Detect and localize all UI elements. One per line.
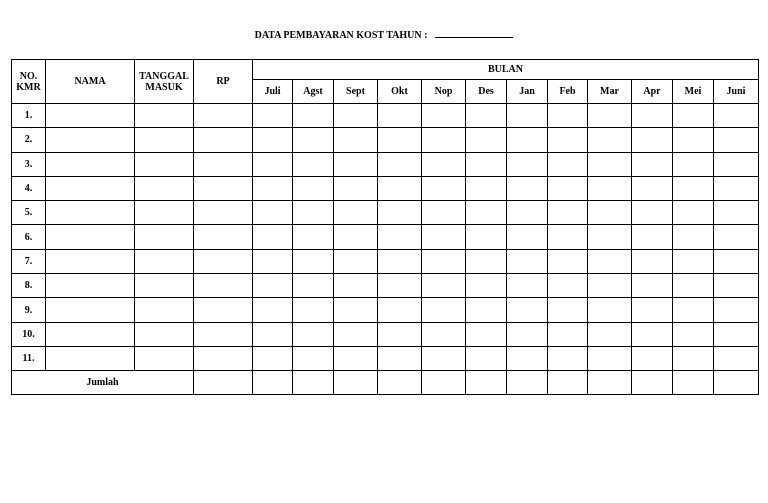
month-cell <box>293 274 334 298</box>
month-cell <box>253 128 293 152</box>
month-header: Jan <box>507 80 548 104</box>
month-cell <box>673 225 714 249</box>
month-header: Mar <box>588 80 632 104</box>
table-row <box>12 128 759 152</box>
month-cell <box>714 176 759 200</box>
rp-cell <box>194 176 253 200</box>
month-cell <box>422 298 466 322</box>
row-number: 8. <box>12 274 46 298</box>
month-cell <box>422 322 466 346</box>
month-total-cell <box>293 371 334 395</box>
month-cell <box>673 346 714 370</box>
month-cell <box>422 201 466 225</box>
table-row <box>12 176 759 200</box>
nama-cell <box>46 201 135 225</box>
month-cell <box>507 346 548 370</box>
rp-cell <box>194 225 253 249</box>
nama-cell <box>46 298 135 322</box>
tanggal-cell <box>135 274 194 298</box>
month-cell <box>507 128 548 152</box>
month-cell <box>588 128 632 152</box>
month-cell <box>253 322 293 346</box>
month-cell <box>714 346 759 370</box>
month-cell <box>253 298 293 322</box>
payment-table <box>11 59 759 395</box>
rp-total-cell <box>194 371 253 395</box>
tanggal-cell <box>135 152 194 176</box>
month-cell <box>378 322 422 346</box>
month-cell <box>466 201 507 225</box>
month-cell <box>293 201 334 225</box>
month-cell <box>293 152 334 176</box>
tanggal-cell <box>135 225 194 249</box>
month-cell <box>588 249 632 273</box>
month-cell <box>673 152 714 176</box>
month-cell <box>293 322 334 346</box>
rp-cell <box>194 346 253 370</box>
month-cell <box>632 274 673 298</box>
header-no-kmr: NO. KMR <box>12 60 46 104</box>
month-cell <box>632 298 673 322</box>
month-cell <box>378 128 422 152</box>
month-cell <box>507 249 548 273</box>
month-header: Mei <box>673 80 714 104</box>
row-number: 4. <box>12 176 46 200</box>
month-cell <box>422 249 466 273</box>
month-cell <box>334 322 378 346</box>
month-header: Okt <box>378 80 422 104</box>
row-number: 1. <box>12 104 46 128</box>
month-cell <box>507 176 548 200</box>
table-row <box>12 346 759 370</box>
rp-cell <box>194 152 253 176</box>
month-cell <box>253 176 293 200</box>
month-cell <box>378 104 422 128</box>
month-cell <box>253 274 293 298</box>
tanggal-cell <box>135 322 194 346</box>
month-cell <box>548 298 588 322</box>
table-row <box>12 249 759 273</box>
month-cell <box>588 225 632 249</box>
month-cell <box>588 322 632 346</box>
month-cell <box>378 201 422 225</box>
header-bulan: BULAN <box>253 60 759 80</box>
month-cell <box>632 225 673 249</box>
nama-cell <box>46 104 135 128</box>
table-row <box>12 298 759 322</box>
month-header: Juni <box>714 80 759 104</box>
table-row <box>12 152 759 176</box>
month-cell <box>253 249 293 273</box>
month-total-cell <box>466 371 507 395</box>
month-cell <box>588 346 632 370</box>
rp-cell <box>194 128 253 152</box>
month-cell <box>334 176 378 200</box>
header-rp: RP <box>194 60 253 104</box>
month-cell <box>253 152 293 176</box>
nama-cell <box>46 128 135 152</box>
month-cell <box>632 322 673 346</box>
month-cell <box>466 298 507 322</box>
month-cell <box>293 249 334 273</box>
month-cell <box>422 225 466 249</box>
month-cell <box>293 176 334 200</box>
month-header: Des <box>466 80 507 104</box>
table-body <box>12 104 759 395</box>
month-cell <box>673 128 714 152</box>
month-total-cell <box>632 371 673 395</box>
table-row <box>12 104 759 128</box>
month-cell <box>632 249 673 273</box>
row-number: 7. <box>12 249 46 273</box>
month-cell <box>378 225 422 249</box>
tanggal-cell <box>135 249 194 273</box>
month-cell <box>714 225 759 249</box>
month-cell <box>378 298 422 322</box>
month-cell <box>422 104 466 128</box>
month-cell <box>466 249 507 273</box>
month-cell <box>293 225 334 249</box>
month-cell <box>334 104 378 128</box>
month-header: Apr <box>632 80 673 104</box>
month-cell <box>507 225 548 249</box>
tanggal-cell <box>135 128 194 152</box>
month-cell <box>588 104 632 128</box>
month-cell <box>673 249 714 273</box>
month-total-cell <box>507 371 548 395</box>
table-row <box>12 201 759 225</box>
row-number: 5. <box>12 201 46 225</box>
month-total-cell <box>588 371 632 395</box>
month-cell <box>466 225 507 249</box>
rp-cell <box>194 249 253 273</box>
table-row <box>12 225 759 249</box>
nama-cell <box>46 249 135 273</box>
month-cell <box>466 322 507 346</box>
month-cell <box>422 176 466 200</box>
month-cell <box>466 104 507 128</box>
tanggal-cell <box>135 176 194 200</box>
month-cell <box>378 249 422 273</box>
month-total-cell <box>253 371 293 395</box>
tanggal-cell <box>135 104 194 128</box>
row-number: 6. <box>12 225 46 249</box>
month-cell <box>334 346 378 370</box>
month-cell <box>466 274 507 298</box>
month-cell <box>334 274 378 298</box>
month-cell <box>673 176 714 200</box>
month-cell <box>588 274 632 298</box>
month-cell <box>588 298 632 322</box>
month-cell <box>673 104 714 128</box>
row-number: 3. <box>12 152 46 176</box>
month-cell <box>632 201 673 225</box>
month-cell <box>378 346 422 370</box>
month-cell <box>714 274 759 298</box>
month-cell <box>253 104 293 128</box>
month-cell <box>507 201 548 225</box>
month-cell <box>588 176 632 200</box>
month-cell <box>293 298 334 322</box>
month-header: Nop <box>422 80 466 104</box>
row-number: 11. <box>12 346 46 370</box>
month-cell <box>378 274 422 298</box>
month-cell <box>507 104 548 128</box>
month-header: Sept <box>334 80 378 104</box>
month-cell <box>548 176 588 200</box>
month-cell <box>588 152 632 176</box>
month-cell <box>466 152 507 176</box>
nama-cell <box>46 152 135 176</box>
month-total-cell <box>422 371 466 395</box>
year-blank-line <box>435 28 513 38</box>
month-total-cell <box>714 371 759 395</box>
month-cell <box>714 152 759 176</box>
month-cell <box>466 176 507 200</box>
month-cell <box>466 346 507 370</box>
row-number: 9. <box>12 298 46 322</box>
total-label: Jumlah <box>12 371 194 395</box>
month-cell <box>334 128 378 152</box>
header-nama: NAMA <box>46 60 135 104</box>
month-cell <box>293 128 334 152</box>
month-cell <box>673 201 714 225</box>
month-cell <box>334 249 378 273</box>
month-cell <box>334 201 378 225</box>
nama-cell <box>46 176 135 200</box>
month-cell <box>714 249 759 273</box>
month-cell <box>632 128 673 152</box>
month-cell <box>507 152 548 176</box>
month-total-cell <box>378 371 422 395</box>
month-cell <box>714 298 759 322</box>
month-cell <box>714 104 759 128</box>
month-cell <box>253 346 293 370</box>
month-header: Agst <box>293 80 334 104</box>
month-cell <box>548 346 588 370</box>
month-cell <box>378 176 422 200</box>
month-cell <box>334 298 378 322</box>
month-header: Feb <box>548 80 588 104</box>
document-title: DATA PEMBAYARAN KOST TAHUN : <box>254 30 428 41</box>
month-cell <box>673 274 714 298</box>
month-cell <box>632 152 673 176</box>
rp-cell <box>194 274 253 298</box>
month-cell <box>334 152 378 176</box>
month-cell <box>548 104 588 128</box>
month-cell <box>588 201 632 225</box>
tanggal-cell <box>135 201 194 225</box>
table-row <box>12 322 759 346</box>
tanggal-cell <box>135 346 194 370</box>
month-cell <box>422 128 466 152</box>
document-title-line <box>0 28 768 41</box>
month-cell <box>334 225 378 249</box>
month-cell <box>632 346 673 370</box>
month-cell <box>422 346 466 370</box>
month-cell <box>632 104 673 128</box>
row-number: 2. <box>12 128 46 152</box>
month-cell <box>422 152 466 176</box>
nama-cell <box>46 274 135 298</box>
month-cell <box>548 322 588 346</box>
month-cell <box>253 225 293 249</box>
header-tanggal-masuk: TANGGAL MASUK <box>135 60 194 104</box>
month-cell <box>293 104 334 128</box>
month-cell <box>714 201 759 225</box>
rp-cell <box>194 104 253 128</box>
nama-cell <box>46 322 135 346</box>
month-total-cell <box>673 371 714 395</box>
month-cell <box>714 128 759 152</box>
total-row <box>12 371 759 395</box>
month-cell <box>548 274 588 298</box>
month-cell <box>507 322 548 346</box>
nama-cell <box>46 346 135 370</box>
month-cell <box>548 249 588 273</box>
month-cell <box>378 152 422 176</box>
row-number: 10. <box>12 322 46 346</box>
rp-cell <box>194 322 253 346</box>
month-cell <box>293 346 334 370</box>
month-cell <box>507 274 548 298</box>
month-cell <box>507 298 548 322</box>
month-cell <box>548 128 588 152</box>
month-cell <box>422 274 466 298</box>
month-cell <box>548 152 588 176</box>
month-header: Juli <box>253 80 293 104</box>
month-cell <box>548 201 588 225</box>
month-cell <box>548 225 588 249</box>
month-cell <box>466 128 507 152</box>
rp-cell <box>194 201 253 225</box>
rp-cell <box>194 298 253 322</box>
table-row <box>12 274 759 298</box>
month-cell <box>714 322 759 346</box>
month-cell <box>673 322 714 346</box>
tanggal-cell <box>135 298 194 322</box>
month-total-cell <box>334 371 378 395</box>
month-cell <box>253 201 293 225</box>
month-cell <box>632 176 673 200</box>
month-cell <box>673 298 714 322</box>
month-total-cell <box>548 371 588 395</box>
nama-cell <box>46 225 135 249</box>
